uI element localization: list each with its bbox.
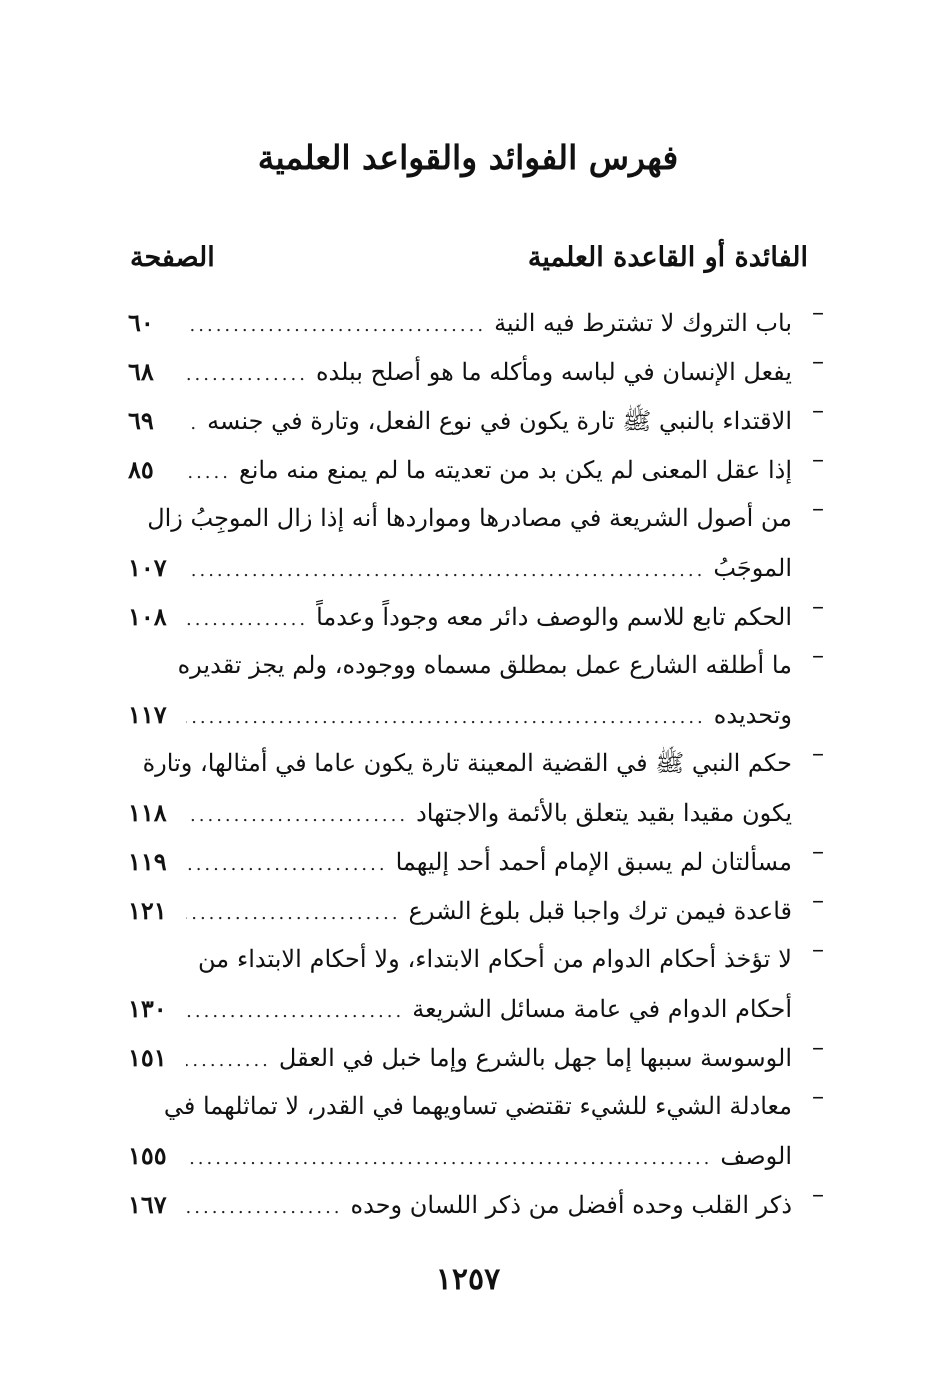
- entry-last-line: [128, 1131, 792, 1180]
- entry-page-number: ٨٥: [128, 455, 154, 484]
- page-title: فهرس الفوائد والقواعد العلمية: [257, 138, 679, 177]
- entry-last-line: [128, 1033, 792, 1082]
- entry-last-line: [128, 1180, 792, 1229]
- dot-leader: [186, 546, 705, 595]
- dot-leader: [186, 595, 308, 644]
- entry-last-line: [128, 445, 792, 494]
- entry-text: ما أطلقه الشارع عمل بمطلق مسماه ووجوده، ولم يجز تقديره: [177, 651, 792, 679]
- entry-text: الوصف: [720, 1142, 792, 1170]
- index-entry: [128, 298, 828, 347]
- entry-dash: –: [812, 592, 824, 620]
- entry-text: إذا عقل المعنى لم يكن بد من تعديته ما لم يمنع منه مانع: [238, 456, 792, 484]
- dot-leader: [186, 399, 199, 448]
- entry-page-number: ٦٠: [128, 308, 154, 337]
- index-entry: [128, 1082, 828, 1180]
- index-entry: [128, 837, 828, 886]
- entry-page-number: ١٠٧: [128, 553, 167, 582]
- dot-leader: [186, 350, 308, 399]
- index-entry: [128, 935, 828, 1033]
- entry-page-number: ١١٩: [128, 847, 167, 876]
- entry-dash: –: [812, 1082, 824, 1110]
- index-header: [130, 242, 808, 286]
- entry-dash: –: [812, 494, 824, 522]
- entry-page-number: ١٥١: [128, 1043, 167, 1072]
- dot-leader: [186, 448, 231, 497]
- entry-dash: –: [812, 886, 824, 914]
- entry-text: الوسوسة سببها إما جهل بالشرع وإما خبل في العقل: [278, 1044, 792, 1072]
- entry-last-line: [128, 886, 792, 935]
- entry-dash: –: [812, 837, 824, 865]
- entry-text: يفعل الإنسان في لباسه ومأكله ما هو أصلح ببلده: [315, 358, 792, 386]
- entry-text: حكم النبي ﷺ في القضية المعينة تارة يكون عاما في أمثالها، وتارة: [142, 749, 792, 777]
- entry-last-line: [128, 690, 792, 739]
- entry-text: ذكر القلب وحده أفضل من ذكر اللسان وحده: [350, 1191, 792, 1219]
- entry-text: أحكام الدوام في عامة مسائل الشريعة: [412, 995, 792, 1023]
- dot-leader: [186, 1134, 712, 1183]
- header-topic: الفائدة أو القاعدة العلمية: [527, 242, 808, 273]
- entry-last-line: [128, 298, 792, 347]
- index-entry: [128, 494, 828, 592]
- entry-text: يكون مقيدا بقيد يتعلق بالأئمة والاجتهاد: [416, 799, 792, 827]
- entry-text: الاقتداء بالنبي ﷺ تارة يكون في نوع الفعل، وتارة في جنسه: [207, 407, 792, 435]
- entry-dash: –: [812, 347, 824, 375]
- entry-text: الموجَبُ: [713, 554, 792, 582]
- entry-page-number: ١٣٠: [128, 994, 167, 1023]
- entry-last-line: [128, 543, 792, 592]
- entry-last-line: [128, 396, 792, 445]
- entry-page-number: ٦٩: [128, 406, 154, 435]
- dot-leader: [186, 301, 486, 350]
- dot-leader: [186, 1183, 343, 1232]
- entry-page-number: ١٦٧: [128, 1190, 167, 1219]
- entry-text: باب التروك لا تشترط فيه النية: [494, 309, 792, 337]
- index-entry: [128, 641, 828, 739]
- dot-leader: [186, 840, 388, 889]
- entry-page-number: ١٠٨: [128, 602, 167, 631]
- entry-last-line: [128, 347, 792, 396]
- entry-last-line: [128, 837, 792, 886]
- entry-page-number: ١١٧: [128, 700, 167, 729]
- index-list: [128, 298, 828, 1229]
- index-entry: [128, 739, 828, 837]
- dot-leader: [186, 1036, 271, 1085]
- entry-text: مسألتان لم يسبق الإمام أحمد أحد إليهما: [395, 848, 792, 876]
- index-entry: [128, 347, 828, 396]
- dot-leader: [186, 987, 404, 1036]
- entry-last-line: [128, 984, 792, 1033]
- entry-dash: –: [812, 641, 824, 669]
- index-entry: [128, 592, 828, 641]
- entry-dash: –: [812, 445, 824, 473]
- entry-text: لا تؤخذ أحكام الدوام من أحكام الابتداء، ولا أحكام الابتداء من: [198, 945, 792, 973]
- entry-text: قاعدة فيمن ترك واجبا قبل بلوغ الشرع: [408, 897, 792, 925]
- entry-page-number: ١١٨: [128, 798, 167, 827]
- entry-dash: –: [812, 396, 824, 424]
- dot-leader: [186, 791, 408, 840]
- entry-page-number: ٦٨: [128, 357, 154, 386]
- entry-page-number: ١٥٥: [128, 1141, 167, 1170]
- index-entry: [128, 1033, 828, 1082]
- dot-leader: [186, 693, 706, 742]
- index-entry: [128, 886, 828, 935]
- header-page: الصفحة: [130, 242, 215, 273]
- entry-text: معادلة الشيء للشيء تقتضي تساويهما في القدر، لا تماثلهما في: [163, 1092, 792, 1120]
- index-entry: [128, 445, 828, 494]
- entry-dash: –: [812, 1180, 824, 1208]
- entry-dash: –: [812, 739, 824, 767]
- entry-last-line: [128, 592, 792, 641]
- dot-leader: [186, 889, 401, 938]
- entry-dash: –: [812, 1033, 824, 1061]
- entry-last-line: [128, 788, 792, 837]
- entry-dash: –: [812, 935, 824, 963]
- index-entry: [128, 1180, 828, 1229]
- index-entry: [128, 396, 828, 445]
- entry-text: وتحديده: [713, 701, 792, 729]
- page-number: ١٢٥٧: [435, 1262, 501, 1297]
- entry-dash: –: [812, 298, 824, 326]
- entry-text: من أصول الشريعة في مصادرها ومواردها أنه إذا زال الموجِبُ زال: [147, 504, 792, 532]
- entry-text: الحكم تابع للاسم والوصف دائر معه وجوداً وعدماً: [316, 603, 792, 631]
- entry-page-number: ١٢١: [128, 896, 167, 925]
